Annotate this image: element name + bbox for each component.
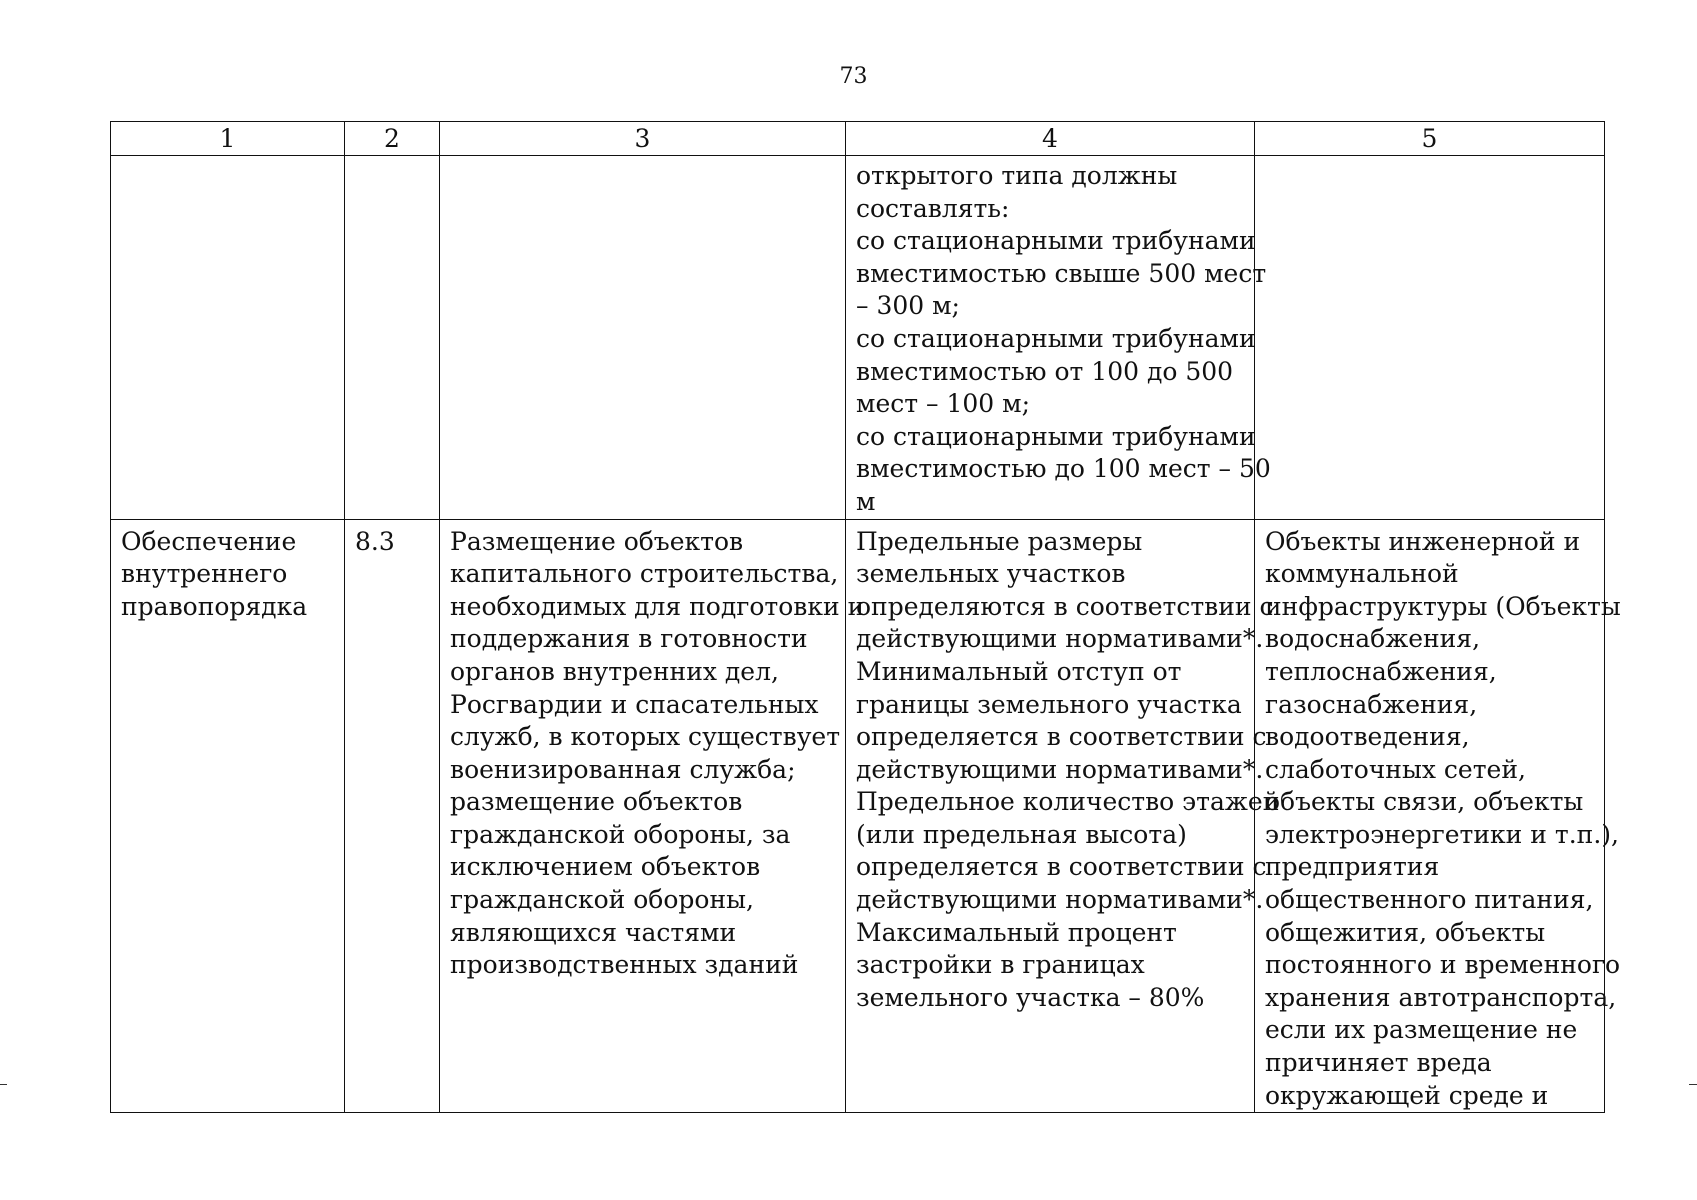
cell-text-line: застройки в границах: [856, 950, 1145, 980]
cell-use-description: [440, 519, 865, 1113]
cell-text-line: окружающей среде и: [1265, 1080, 1549, 1110]
cell-text-line: вместимостью от 100 до 500: [856, 356, 1234, 386]
cell-text-line: постоянного и временного: [1265, 950, 1621, 980]
cont-cell-2: [345, 156, 440, 520]
cell-text-line: хранения автотранспорта,: [1265, 982, 1617, 1012]
cell-text-line: производственных зданий: [450, 950, 799, 980]
cell-text-line: причиняет вреда: [1265, 1048, 1492, 1078]
cell-text-line: вместимостью до 100 мест – 50: [856, 454, 1271, 484]
cell-text-line: 8.3: [355, 526, 395, 556]
cell-text-line: м: [856, 486, 876, 516]
cell-text-line: военизированная служба;: [450, 754, 796, 784]
cell-text-line: общежития, объекты: [1265, 917, 1546, 947]
cell-text-line: являющихся частями: [450, 917, 737, 947]
cell-use-code: [345, 519, 440, 1113]
cont-cell-3: [440, 156, 846, 520]
cell-text-line: объекты связи, объекты: [1265, 787, 1584, 817]
cell-text-line: границы земельного участка: [856, 689, 1242, 719]
cell-text-line: действующими нормативами*.: [856, 885, 1264, 915]
cell-text-line: со стационарными трибунами: [856, 323, 1256, 353]
cell-text-line: со стационарными трибунами: [856, 226, 1256, 256]
cell-text-line: гражданской обороны,: [450, 885, 754, 915]
cell-parameters: [846, 519, 1280, 1113]
cell-text-line: мест – 100 м;: [856, 389, 1030, 419]
cell-text-line: земельных участков: [856, 559, 1126, 589]
table-row-internal-order: [111, 519, 1605, 1113]
cell-text-line: органов внутренних дел,: [450, 656, 779, 686]
cell-text-line: Максимальный процент: [856, 917, 1177, 947]
cell-text-line: гражданской обороны, за: [450, 819, 791, 849]
cell-text-line: правопорядка: [121, 591, 308, 621]
cell-auxiliary-uses: [1255, 519, 1621, 1113]
cell-text-line: размещение объектов: [450, 787, 743, 817]
column-number-1: 1: [111, 122, 345, 156]
cell-text-line: газоснабжения,: [1265, 689, 1478, 719]
cell-text-line: поддержания в готовности: [450, 624, 808, 654]
cont-cell-5: [1255, 156, 1605, 520]
cell-text-line: Росгвардии и спасательных: [450, 689, 819, 719]
cell-text-line: необходимых для подготовки и: [450, 591, 865, 621]
cell-text-line: предприятия: [1265, 852, 1440, 882]
cell-text-line: составлять:: [856, 193, 1010, 223]
cell-text-line: общественного питания,: [1265, 885, 1594, 915]
cell-text-line: Объекты инженерной и: [1265, 526, 1581, 556]
cell-text-line: со стационарными трибунами: [856, 421, 1256, 451]
page-number: 73: [839, 64, 868, 89]
cell-text-line: определяется в соответствии с: [856, 722, 1267, 752]
cell-text-line: исключением объектов: [450, 852, 761, 882]
cell-text-line: действующими нормативами*.: [856, 754, 1264, 784]
cell-text-line: – 300 м;: [856, 291, 960, 321]
cont-cell-4-parameters: [846, 156, 1271, 520]
column-number-5: 5: [1255, 122, 1605, 156]
cell-text-line: Минимальный отступ от: [856, 656, 1182, 686]
cell-text-line: водоотведения,: [1265, 722, 1470, 752]
cell-text-line: определяется в соответствии с: [856, 852, 1267, 882]
column-number-4: 4: [846, 122, 1255, 156]
cell-text-line: если их размещение не: [1265, 1015, 1578, 1045]
cell-text-line: вместимостью свыше 500 мест: [856, 258, 1267, 288]
right-edge-mark: [1689, 1084, 1697, 1085]
cell-text-line: внутреннего: [121, 559, 288, 589]
column-number-row: [111, 122, 1605, 156]
cell-text-line: Предельные размеры: [856, 526, 1143, 556]
cell-text-line: Обеспечение: [121, 526, 297, 556]
left-edge-mark: [0, 1084, 7, 1085]
cell-text-line: Размещение объектов: [450, 526, 744, 556]
cell-text-line: капитального строительства,: [450, 559, 839, 589]
column-number-2: 2: [345, 122, 440, 156]
cell-text-line: (или предельная высота): [856, 819, 1187, 849]
cell-text-line: коммунальной: [1265, 559, 1459, 589]
cell-text-line: действующими нормативами*.: [856, 624, 1264, 654]
cell-use-name: [111, 519, 345, 1113]
cell-text-line: инфраструктуры (Объекты: [1265, 591, 1621, 621]
cell-text-line: служб, в которых существует: [450, 722, 841, 752]
cell-text-line: слаботочных сетей,: [1265, 754, 1526, 784]
regulations-table: [110, 121, 1621, 1113]
continuation-row: [111, 156, 1605, 520]
cell-text-line: водоснабжения,: [1265, 624, 1481, 654]
cell-text-line: открытого типа должны: [856, 161, 1178, 190]
cell-text-line: электроэнергетики и т.п.),: [1265, 819, 1619, 849]
cell-text-line: теплоснабжения,: [1265, 656, 1497, 686]
cell-text-line: определяются в соответствии с: [856, 591, 1274, 621]
cell-text-line: земельного участка – 80%: [856, 982, 1205, 1012]
column-number-3: 3: [440, 122, 846, 156]
cell-text-line: Предельное количество этажей: [856, 787, 1280, 817]
cont-cell-1: [111, 156, 345, 520]
